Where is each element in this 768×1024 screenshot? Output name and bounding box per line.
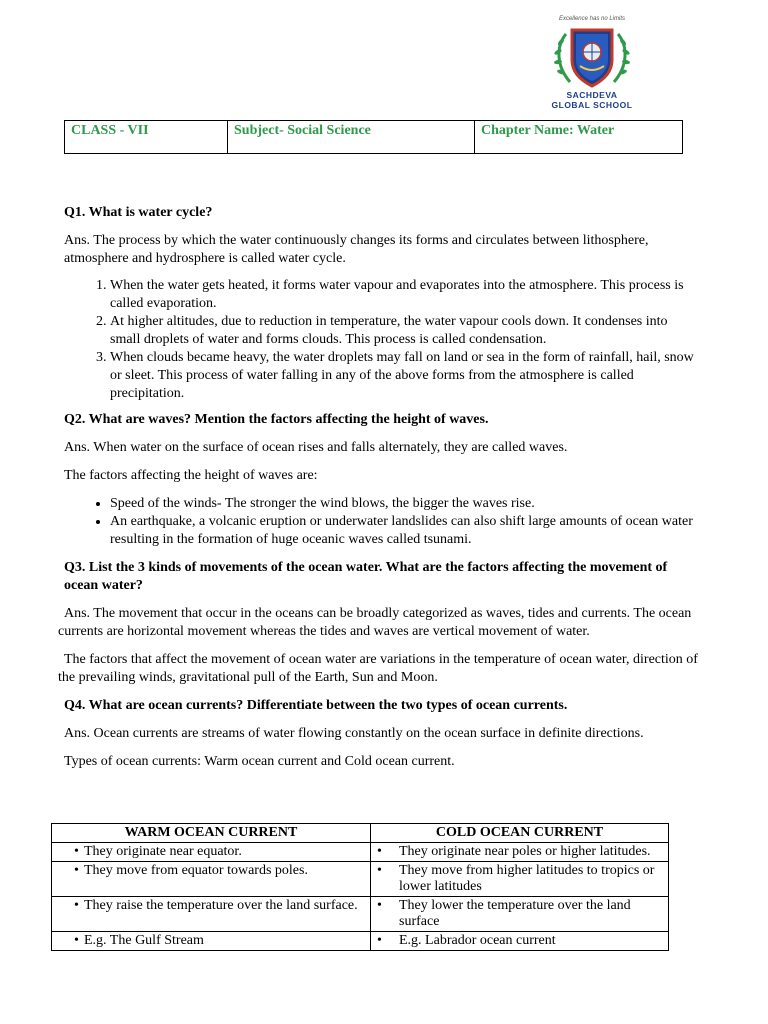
bullet-icon: • (377, 844, 382, 859)
question-2: Q2. What are waves? Mention the factors affecting the height of waves. (64, 412, 489, 427)
table-row (52, 843, 669, 862)
table-cell: They move from equator towards poles. (84, 863, 308, 878)
bullet-icon: • (74, 898, 79, 913)
list-item: 2. At higher altitudes, due to reduction in temperature, the water vapour cools down. It condenses into small droplets of water and forms clouds. This process is called condensation. (110, 313, 698, 349)
answer-3-factors: The factors that affect the movement of ocean water are variations in the temperature of ocean water, direction of the prevailing winds, gravitational pull of the Earth, Sun and Moon. (58, 652, 698, 685)
column-header-warm: WARM OCEAN CURRENT (52, 824, 371, 843)
school-crest-icon (552, 26, 632, 90)
waves-factors-list (58, 495, 698, 549)
list-item: • An earthquake, a volcanic eruption or underwater landslides can also shift large amounts of ocean water resulting in the formation of huge oceanic waves called tsunami. (110, 513, 698, 549)
table-cell: E.g. Labrador ocean current (399, 933, 556, 948)
question-3: Q3. List the 3 kinds of movements of the ocean water. What are the factors affecting the movement of ocean water? (64, 560, 668, 593)
table-row (52, 862, 669, 897)
table-cell: They move from higher latitudes to tropics or lower latitudes (399, 863, 655, 894)
question-1: Q1. What is water cycle? (64, 205, 213, 220)
document-body (58, 204, 698, 771)
table-cell: They raise the temperature over the land surface. (84, 898, 358, 913)
column-header-cold: COLD OCEAN CURRENT (371, 824, 669, 843)
answer-2-intro: The factors affecting the height of waves are: (64, 468, 318, 483)
header-row (65, 121, 683, 154)
answer-4: Ans. Ocean currents are streams of water flowing constantly on the ocean surface in definite directions. (64, 726, 644, 741)
subject-cell: Subject- Social Science (228, 121, 475, 154)
table-header-row (52, 824, 669, 843)
school-name-line1: SACHDEVA (566, 90, 618, 100)
table-cell: They lower the temperature over the land surface (399, 898, 631, 929)
question-4: Q4. What are ocean currents? Differentiate between the two types of ocean currents. (64, 698, 568, 713)
school-logo (538, 16, 646, 112)
table-row (52, 897, 669, 932)
answer-3: Ans. The movement that occur in the oceans can be broadly categorized as waves, tides and currents. The ocean currents are horizontal movement whereas the tides and waves are vertical movement of water. (58, 606, 692, 639)
bullet-icon: • (74, 933, 79, 948)
chapter-cell: Chapter Name: Water (475, 121, 683, 154)
list-item: 3. When clouds became heavy, the water droplets may fall on land or sea in the form of rainfall, hail, snow or sleet. This process of water falling in any of the above forms from the atmosphere is called precipitation. (110, 349, 698, 403)
bullet-icon: • (377, 898, 382, 913)
table-cell: They originate near poles or higher latitudes. (399, 844, 651, 859)
bullet-icon: • (74, 863, 79, 878)
answer-1: Ans. The process by which the water continuously changes its forms and circulates between lithosphere, atmosphere and hydrosphere is called water cycle. (64, 233, 649, 266)
answer-4-types: Types of ocean currents: Warm ocean current and Cold ocean current. (64, 754, 455, 769)
school-motto: Excellence has no Limits (558, 16, 626, 22)
list-item: • Speed of the winds- The stronger the wind blows, the bigger the waves rise. (110, 495, 698, 513)
table-row (52, 932, 669, 951)
bullet-icon: • (74, 844, 79, 859)
water-cycle-list (58, 277, 698, 403)
table-cell: They originate near equator. (84, 844, 242, 859)
ocean-currents-table (51, 823, 669, 951)
list-item: 1. When the water gets heated, it forms water vapour and evaporates into the atmosphere. This process is called evaporation. (110, 277, 698, 313)
bullet-icon: • (377, 933, 382, 948)
class-cell: CLASS - VII (65, 121, 228, 154)
bullet-icon: • (377, 863, 382, 878)
header-table (64, 120, 683, 154)
answer-2: Ans. When water on the surface of ocean rises and falls alternately, they are called waves. (64, 440, 568, 455)
table-cell: E.g. The Gulf Stream (84, 933, 204, 948)
school-name-line2: GLOBAL SCHOOL (551, 100, 633, 110)
